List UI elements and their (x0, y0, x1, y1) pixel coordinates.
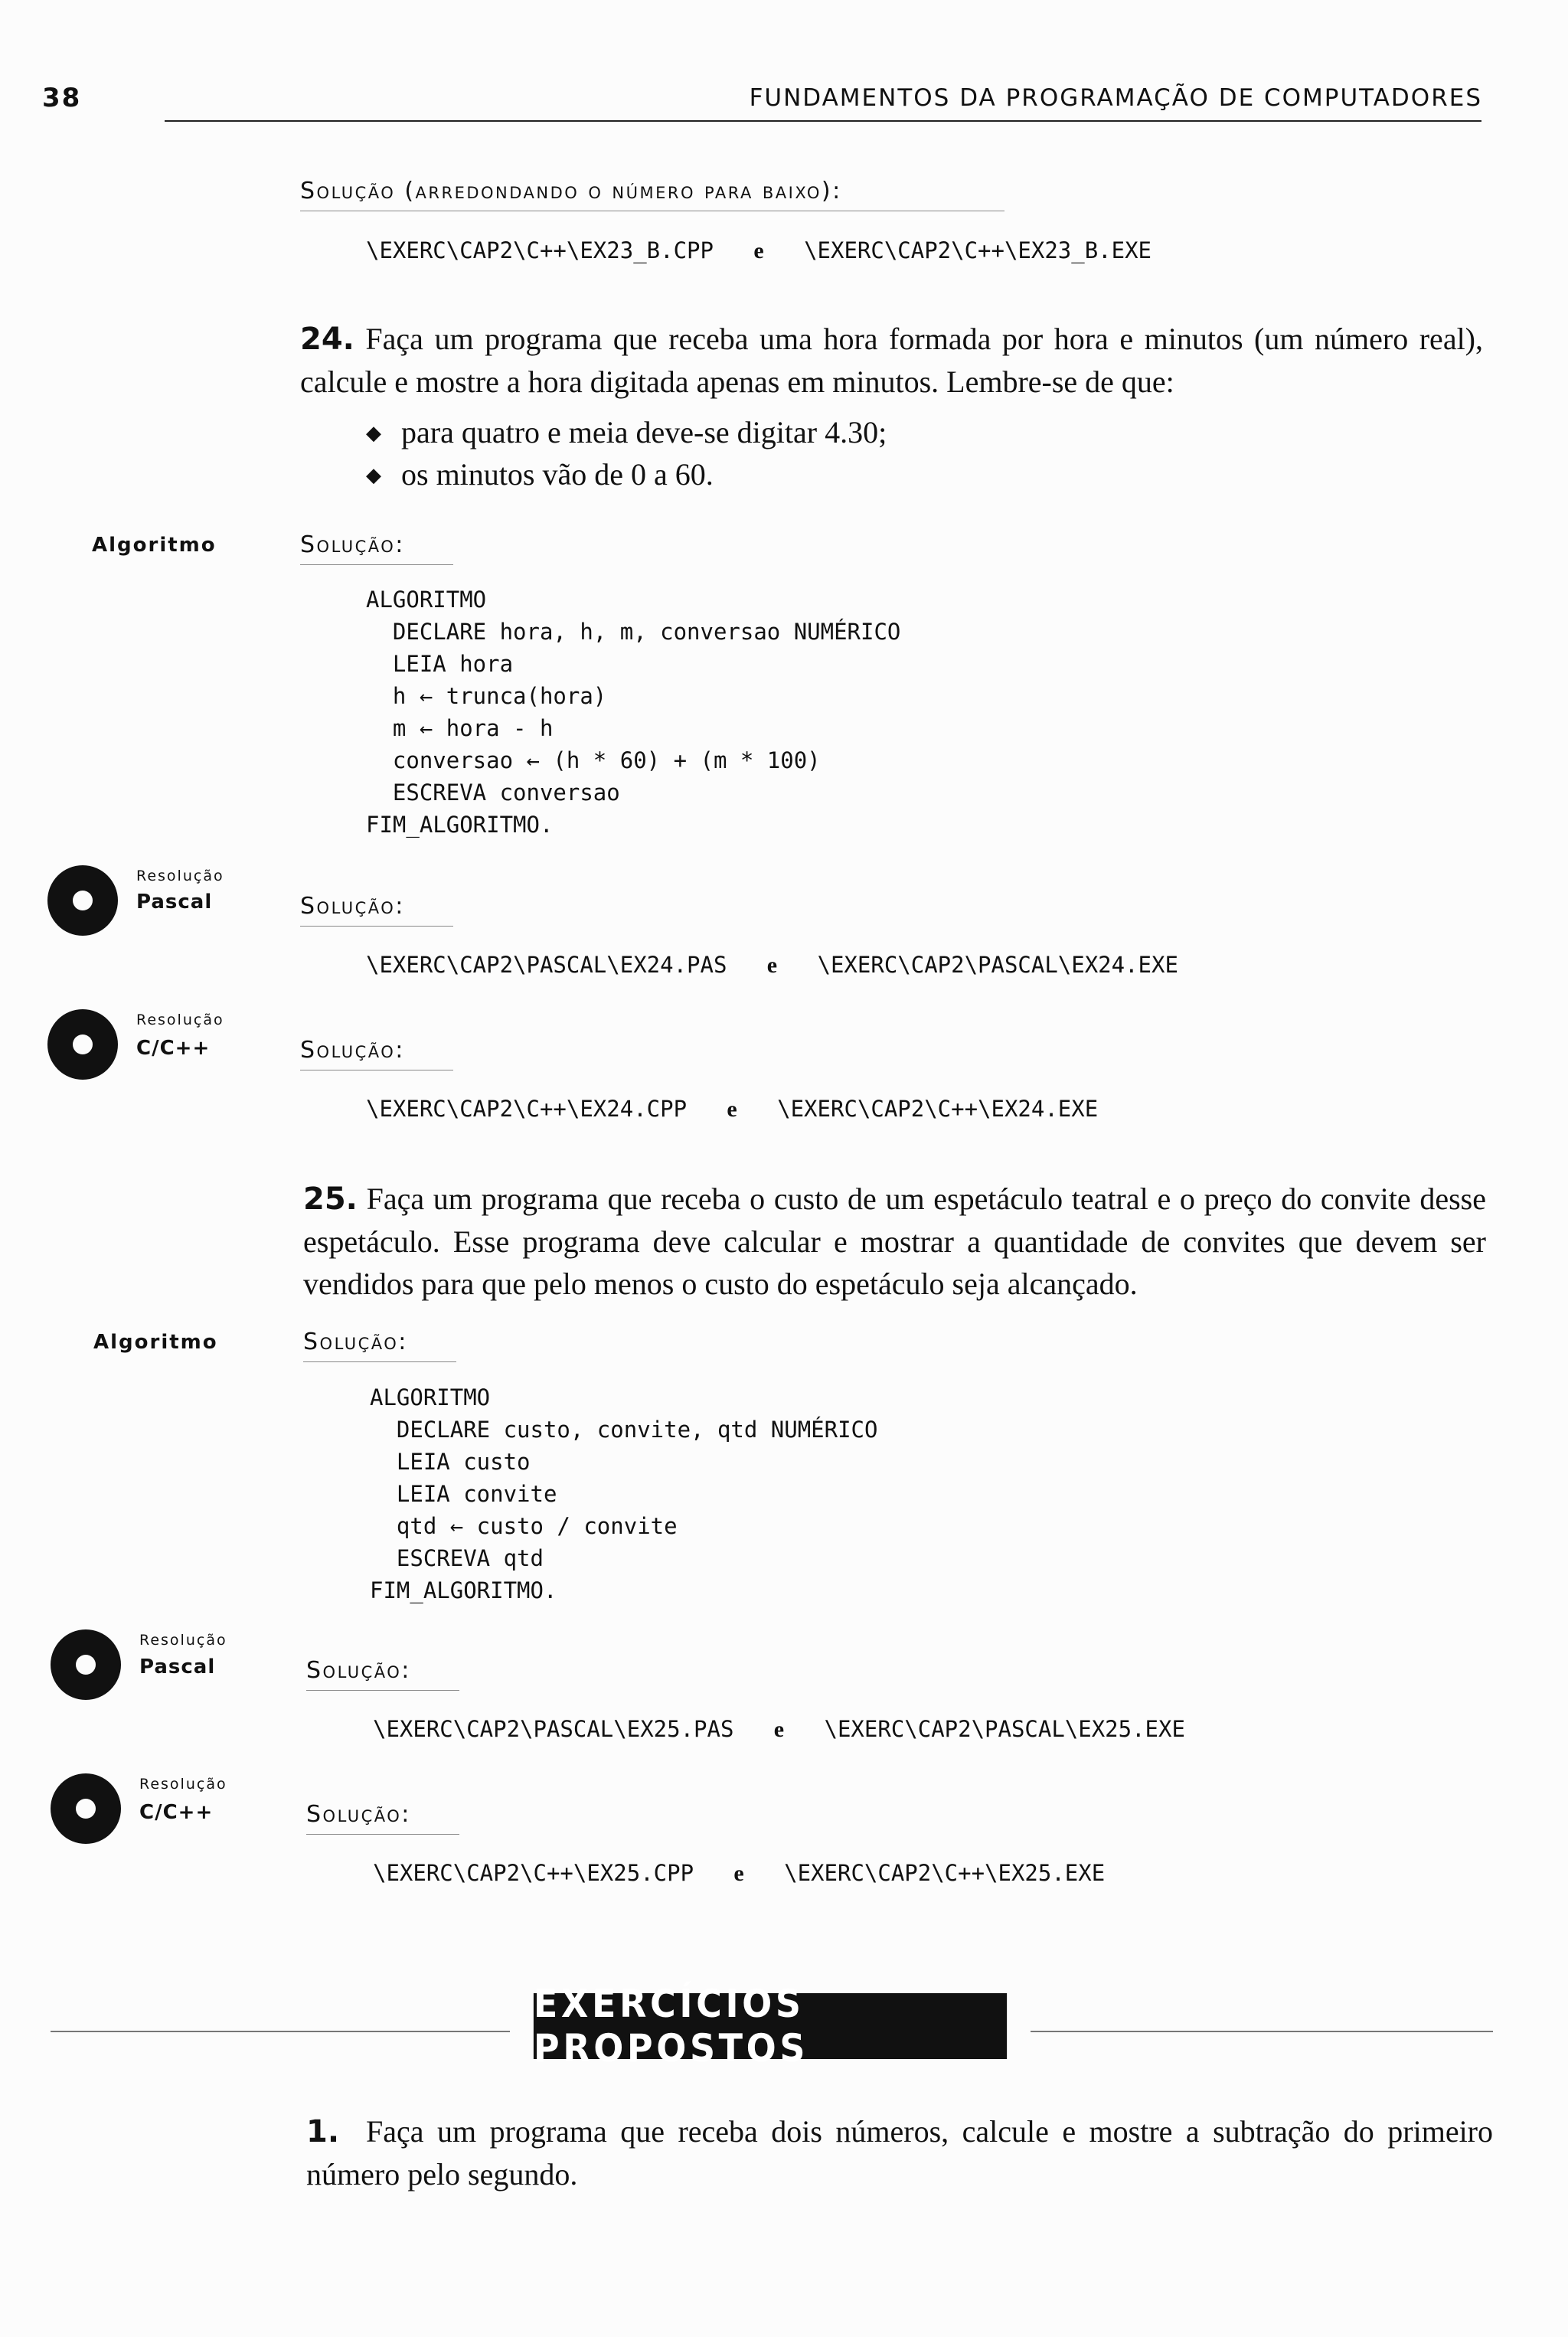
algorithm-margin-tag: Algoritmo (92, 534, 217, 557)
exercise-number: 1. (306, 2114, 340, 2149)
exe-file-path: \EXERC\CAP2\PASCAL\EX24.EXE (817, 952, 1178, 978)
path-separator: e (753, 238, 764, 263)
solution-label: Solução: (300, 1037, 405, 1064)
resolution-tag-small: Resolução (136, 868, 224, 884)
file-path-line (373, 1860, 1105, 1887)
exercise-number: 24. (300, 322, 354, 357)
exercise-text: Faça um programa que receba uma hora formada por hora e minutos (um número real), calcule e mostre a hora digitada apenas em minutos. Lembre-se de que: (300, 322, 1484, 399)
resolution-disc-icon (51, 1773, 121, 1844)
path-separator: e (733, 1861, 744, 1886)
algorithm-code-block: ALGORITMO DECLARE custo, convite, qtd NUMÉRICO LEIA custo LEIA convite qtd ← custo / convite ESCREVA qtd FIM_ALGORITMO. (370, 1384, 878, 1603)
source-file-path: \EXERC\CAP2\C++\EX23_B.CPP (366, 237, 714, 263)
path-separator: e (773, 1717, 785, 1742)
banner-rule-left (51, 2031, 510, 2032)
header-rule (165, 120, 1481, 122)
exercise-text: Faça um programa que receba dois números, calcule e mostre a subtração do primeiro número pelo segundo. (306, 2114, 1494, 2192)
banner-rule-right (1031, 2031, 1493, 2032)
page-number: 38 (42, 83, 82, 113)
exercise-25-statement (303, 1178, 1486, 1305)
solution-label: Solução: (306, 1657, 411, 1684)
running-header-title: FUNDAMENTOS DA PROGRAMAÇÃO DE COMPUTADORES (749, 84, 1482, 112)
exe-file-path: \EXERC\CAP2\PASCAL\EX25.EXE (824, 1716, 1185, 1742)
path-separator: e (727, 1097, 737, 1122)
file-path-line (373, 1716, 1185, 1743)
resolution-disc-icon (51, 1629, 121, 1700)
exe-file-path: \EXERC\CAP2\C++\EX25.EXE (784, 1860, 1106, 1886)
diamond-bullet-icon: ◆ (366, 422, 381, 444)
solution-label: Solução: (300, 531, 405, 558)
algorithm-margin-tag: Algoritmo (93, 1331, 218, 1354)
proposed-exercise-1 (306, 2110, 1493, 2195)
resolution-tag-small: Resolução (136, 1012, 224, 1028)
exercise-number: 25. (303, 1182, 358, 1217)
solution-label: Solução: (303, 1329, 408, 1355)
cpp-margin-tag: C/C++ (136, 1037, 211, 1060)
section-banner: EXERCÍCIOS PROPOSTOS (534, 1993, 1007, 2059)
solution-underline (306, 1690, 459, 1691)
file-path-line (366, 952, 1178, 979)
exe-file-path: \EXERC\CAP2\C++\EX24.EXE (777, 1096, 1099, 1122)
path-separator: e (766, 953, 778, 978)
resolution-tag-small: Resolução (139, 1776, 227, 1793)
resolution-tag-small: Resolução (139, 1632, 227, 1649)
source-file-path: \EXERC\CAP2\PASCAL\EX24.PAS (366, 952, 727, 978)
exercise-text: Faça um programa que receba o custo de um espetáculo teatral e o preço do convite desse espetáculo. Esse programa deve calcular e mostrar a quantidade de convites que devem ser vendidos para que pelo menos o custo do espetáculo seja alcançado. (303, 1182, 1486, 1301)
pascal-margin-tag: Pascal (136, 891, 213, 914)
solution-label: Solução: (306, 1801, 411, 1828)
file-path-line (366, 1096, 1098, 1123)
diamond-bullet-icon: ◆ (366, 464, 381, 486)
source-file-path: \EXERC\CAP2\C++\EX25.CPP (373, 1860, 694, 1886)
file-path-line (366, 237, 1152, 264)
exe-file-path: \EXERC\CAP2\C++\EX23_B.EXE (804, 237, 1152, 263)
solution-underline (306, 1834, 459, 1835)
solution-label: Solução: (300, 893, 405, 920)
source-file-path: \EXERC\CAP2\PASCAL\EX25.PAS (373, 1716, 734, 1742)
solution-label: Solução (arredondando o número para baixo): (300, 178, 842, 204)
bullet-item: ◆ para quatro e meia deve-se digitar 4.30; (366, 415, 887, 449)
solution-underline (303, 1361, 456, 1362)
pascal-margin-tag: Pascal (139, 1656, 216, 1678)
source-file-path: \EXERC\CAP2\C++\EX24.CPP (366, 1096, 688, 1122)
solution-underline (300, 564, 453, 565)
bullet-item: ◆ os minutos vão de 0 a 60. (366, 457, 714, 492)
solution-underline (300, 926, 453, 927)
resolution-disc-icon (47, 865, 118, 936)
cpp-margin-tag: C/C++ (139, 1801, 214, 1824)
resolution-disc-icon (47, 1009, 118, 1080)
algorithm-code-block: ALGORITMO DECLARE hora, h, m, conversao NUMÉRICO LEIA hora h ← trunca(hora) m ← hora - h conversao ← (h * 60) + (m * 100) ESCREVA conversao FIM_ALGORITMO. (366, 587, 901, 838)
exercise-24-statement (300, 318, 1483, 403)
